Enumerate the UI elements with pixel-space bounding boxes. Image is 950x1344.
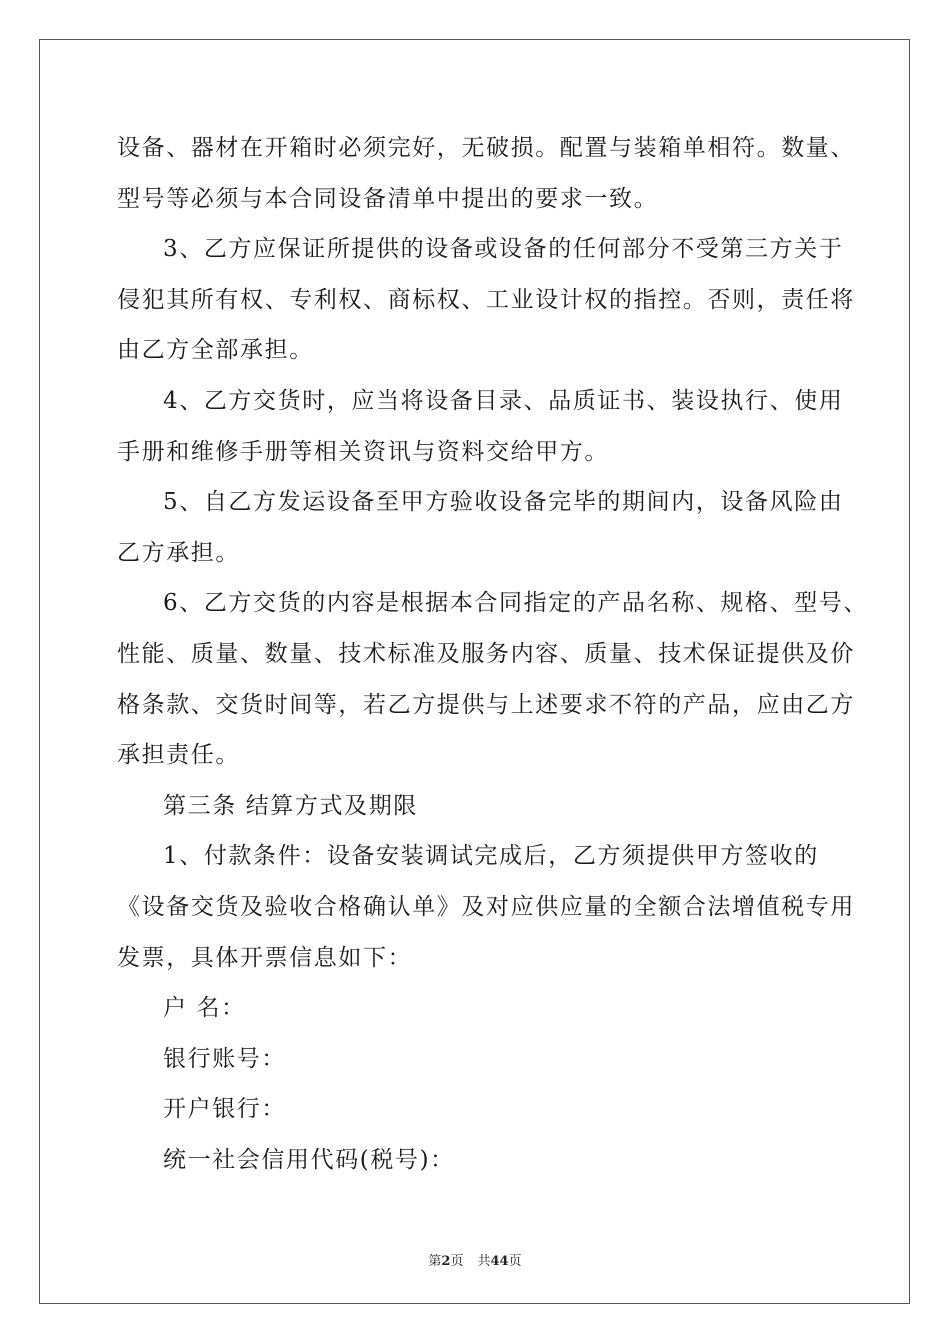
field-bank-name: 开户银行：: [163, 1096, 286, 1123]
paragraph-line: 发票，具体开票信息如下：: [117, 944, 413, 971]
paragraph-line: 承担责任。: [117, 742, 240, 769]
field-account-name: 户 名：: [163, 995, 246, 1022]
document-body: [117, 123, 869, 1185]
field-bank-account: 银行账号：: [163, 1045, 286, 1072]
total-page-count: 44: [490, 1254, 509, 1269]
footer-total-prefix: 共: [477, 1254, 491, 1269]
paragraph-line: 型号等必须与本合同设备清单中提出的要求一致。: [117, 185, 659, 212]
paragraph-line: 侵犯其所有权、专利权、商标权、工业设计权的指控。否则，责任将: [117, 286, 855, 313]
footer-total-suffix: 页: [508, 1254, 522, 1269]
paragraph-line: 性能、质量、数量、技术标准及服务内容、质量、技术保证提供及价: [117, 640, 855, 667]
current-page-number: 2: [441, 1254, 451, 1269]
paragraph-line: 3、乙方应保证所提供的设备或设备的任何部分不受第三方关于: [163, 236, 844, 263]
paragraph-line: 《设备交货及验收合格确认单》及对应供应量的全额合法增值税专用: [117, 893, 855, 920]
page-footer: [0, 1250, 950, 1269]
field-tax-id: 统一社会信用代码(税号)：: [163, 1146, 455, 1173]
paragraph-line: 设备、器材在开箱时必须完好，无破损。配置与装箱单相符。数量、: [117, 135, 855, 161]
paragraph-line: 1、付款条件：设备安装调试完成后，乙方须提供甲方签收的: [163, 843, 819, 870]
paragraph-line: 6、乙方交货的内容是根据本合同指定的产品名称、规格、型号、: [163, 590, 869, 617]
paragraph-line: 格条款、交货时间等，若乙方提供与上述要求不符的产品，应由乙方: [117, 691, 855, 718]
paragraph-line: 手册和维修手册等相关资讯与资料交给甲方。: [117, 438, 609, 465]
paragraph-line: 由乙方全部承担。: [117, 337, 314, 364]
paragraph-line: 4、乙方交货时，应当将设备目录、品质证书、装设执行、使用: [163, 387, 844, 414]
paragraph-line: 乙方承担。: [117, 539, 240, 566]
footer-prefix: 第: [428, 1254, 442, 1269]
footer-page-suffix: 页: [450, 1254, 464, 1269]
section-heading: 第三条 结算方式及期限: [163, 792, 418, 819]
paragraph-line: 5、自乙方发运设备至甲方验收设备完毕的期间内，设备风险由: [163, 489, 844, 516]
